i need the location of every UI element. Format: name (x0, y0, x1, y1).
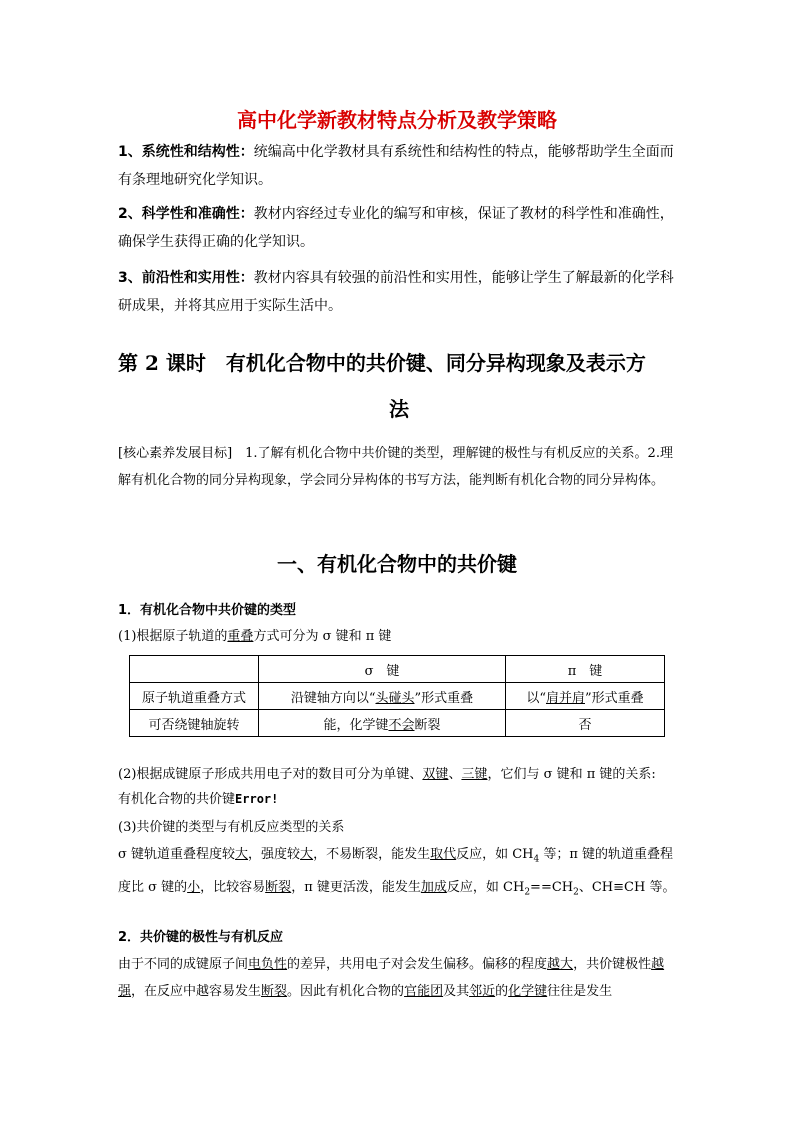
subsection-heading-text: 2．共价键的极性与有机反应 (118, 930, 284, 945)
text-span: (2)根据成键原子形成共用电子对的数目可分为单键、 (118, 767, 423, 782)
table-row-label: 原子轨道重叠方式 (130, 683, 259, 710)
text-span: 的差异，共用电子对会发生偏移。偏移的程度 (287, 957, 548, 972)
subscript: 2 (524, 887, 531, 898)
underlined-answer: 加成 (420, 879, 447, 895)
text-span: 由于不同的成键原子间 (118, 957, 249, 972)
feature-label: 3、前沿性和实用性： (118, 270, 254, 286)
text-span: ，不易断裂，能发生 (313, 847, 431, 862)
table-row (130, 683, 665, 710)
error-placeholder: Error! (235, 792, 279, 806)
underlined-answer: 邻近 (469, 984, 496, 999)
text-span: 、 (448, 767, 462, 782)
text-span: 等；π 键的轨道重叠程度比 σ 键的 (118, 847, 674, 895)
goals-text: 1.了解有机化合物中共价键的类型，理解键的极性与有机反应的关系。2.理解有机化合物的同分异构现象，学会同分异构体的书写方法，能判断有机化合物的同分异构体。 (118, 446, 673, 488)
text-span: 反应，如 CH (456, 847, 534, 862)
text-span: 及其 (443, 984, 470, 999)
underlined-answer: 不会 (388, 717, 415, 733)
underlined-answer: 电负性 (248, 957, 288, 972)
text-span: 。因此有机化合物的 (287, 984, 405, 999)
underlined-answer: 重叠 (227, 629, 254, 644)
underlined-answer: 化学键 (508, 984, 548, 999)
text-span: ，π 键更活泼，能发生 (291, 879, 421, 895)
feature-label: 1、系统性和结构性： (118, 144, 254, 160)
table-row-label: 可否绕键轴旋转 (130, 710, 259, 737)
underlined-answer: 双键 (422, 767, 449, 782)
underlined-answer: 头碰头 (375, 690, 415, 706)
text-span: ==CH (530, 879, 574, 895)
subsection-heading-text: 1．有机化合物中共价键的类型 (118, 603, 297, 618)
text-span: ，共价键极性 (573, 957, 652, 972)
table-header-row (130, 656, 665, 683)
table-cell (259, 710, 506, 737)
feature-item-2 (118, 200, 680, 256)
text-span: 断裂 (414, 717, 441, 733)
underlined-answer: 三键 (461, 767, 488, 782)
section-title: 一、有机化合物中的共价键 (277, 552, 517, 576)
text-span: 有机化合物的共价键 (118, 792, 236, 807)
underlined-answer: 越大 (547, 957, 574, 972)
reaction-type-heading: (3)共价键的类型与有机反应类型的关系 (118, 820, 345, 835)
polarity-paragraph (118, 951, 678, 1005)
feature-text: 教材内容具有较强的前沿性和实用性，能够让学生了解最新的化学科研成果，并将其应用于实际生活中。 (118, 270, 674, 314)
text-span: 以“ (526, 690, 546, 706)
lesson-title-line2: 法 (389, 397, 409, 421)
text-span: ，比较容易 (200, 879, 266, 895)
text-span: 反应，如 CH (446, 879, 525, 895)
underlined-answer: 大 (300, 847, 314, 862)
lesson-title (118, 340, 680, 432)
text-span: ”形式重叠 (414, 690, 474, 706)
underlined-answer: 肩并肩 (545, 690, 585, 706)
subscript: 4 (533, 854, 540, 865)
underlined-answer: 取代 (430, 847, 457, 862)
subsection-1-heading (118, 598, 678, 623)
bond-count-paragraph (118, 762, 678, 812)
text-span: 方式可分为 σ 键和 π 键 (253, 629, 392, 644)
text-span: σ 键轨道重叠程度较 (118, 847, 236, 862)
text-span: 往往是发生 (547, 984, 613, 999)
table-cell (259, 683, 506, 710)
text-span: 能，化学键 (323, 717, 389, 733)
text-span: 沿键轴方向以“ (290, 690, 376, 706)
text-span: (1)根据原子轨道的 (118, 629, 228, 644)
text-span: ，它们与 σ 键和 π 键的关系: (487, 767, 656, 782)
underlined-answer: 小 (187, 879, 201, 895)
text-span: 、CH≡CH 等。 (578, 879, 676, 895)
goals-tag: [核心素养发展目标] (118, 446, 233, 461)
text-span: ”形式重叠 (585, 690, 644, 706)
underlined-answer: 断裂 (261, 984, 288, 999)
feature-item-1 (118, 138, 680, 194)
document-title: 高中化学新教材特点分析及教学策略 (237, 108, 557, 132)
feature-item-3 (118, 264, 680, 320)
table-header-cell: σ 键 (259, 656, 506, 683)
table-row (130, 710, 665, 737)
underlined-answer: 断裂 (265, 879, 292, 895)
underlined-answer: 官能团 (404, 984, 444, 999)
feature-label: 2、科学性和准确性： (118, 206, 254, 222)
overlap-paragraph (118, 624, 678, 649)
text-span: 的 (495, 984, 509, 999)
subsection-2-heading (118, 925, 678, 950)
bond-comparison-table (129, 655, 665, 737)
feature-text: 统编高中化学教材具有系统性和结构性的特点，能够帮助学生全面而有条理地研究化学知识。 (118, 144, 674, 188)
underlined-answer: 越强 (118, 957, 665, 999)
table-cell: 否 (506, 710, 665, 737)
table-header-cell: π 键 (506, 656, 665, 683)
table-header-cell (130, 656, 259, 683)
text-span: ，在反应中越容易发生 (131, 984, 262, 999)
lesson-title-line1: 第 2 课时 有机化合物中的共价键、同分异构现象及表示方 (118, 351, 646, 375)
underlined-answer: 大 (235, 847, 249, 862)
feature-text: 教材内容经过专业化的编写和审核，保证了教材的科学性和准确性，确保学生获得正确的化学知识。 (118, 206, 674, 250)
subscript: 2 (573, 887, 579, 898)
table-cell (506, 683, 665, 710)
reaction-type-paragraph (118, 841, 678, 906)
core-goals (118, 440, 678, 494)
text-span: ，强度较 (248, 847, 301, 862)
